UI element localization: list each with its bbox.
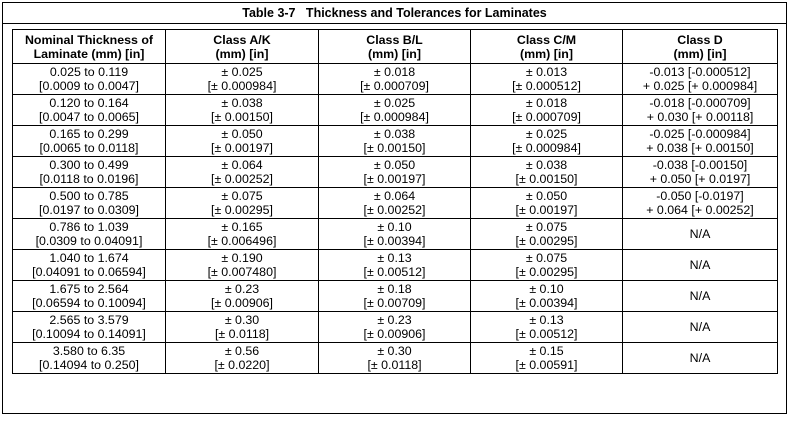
- cell-line: (mm) [in]: [215, 46, 269, 61]
- cell-line: [± 0.000512]: [512, 79, 581, 93]
- table-cell: [13, 343, 166, 374]
- table-cell: [13, 95, 166, 126]
- cell-line: [± 0.0220]: [214, 358, 270, 372]
- cell-line: -0.038 [-0.00150]: [652, 158, 748, 172]
- cell-line: [± 0.006496]: [207, 234, 277, 248]
- cell-line: -0.025 [-0.000984]: [649, 127, 751, 141]
- table-cell: [623, 188, 778, 219]
- cell-line: [± 0.000984]: [512, 141, 581, 155]
- cell-line: Class A/K: [213, 32, 271, 47]
- cell-line: ± 0.10: [529, 282, 564, 296]
- cell-line: ± 0.038: [373, 127, 416, 141]
- table-frame: [2, 2, 787, 414]
- column-header: [471, 30, 623, 64]
- table-cell: [471, 188, 623, 219]
- cell-line: ± 0.075: [525, 251, 568, 265]
- table-cell: [471, 250, 623, 281]
- cell-line: [± 0.000709]: [360, 79, 429, 93]
- cell-line: [± 0.00197]: [363, 172, 426, 186]
- cell-line: [± 0.00709]: [363, 296, 426, 310]
- table-cell: [471, 157, 623, 188]
- cell-line: ± 0.064: [221, 158, 263, 172]
- cell-line: Class D: [677, 32, 723, 47]
- cell-line: ± 0.075: [221, 189, 263, 203]
- cell-line: 0.025 to 0.119: [49, 65, 129, 79]
- cell-line: [± 0.00197]: [211, 141, 273, 155]
- cell-line: ± 0.025: [525, 127, 568, 141]
- column-header: [319, 30, 471, 64]
- cell-line: ± 0.075: [525, 220, 568, 234]
- cell-line: 1.040 to 1.674: [49, 251, 129, 265]
- cell-line: Laminate (mm) [in]: [33, 46, 145, 61]
- cell-line: 3.580 to 6.35: [52, 344, 126, 358]
- cell-line: [± 0.00150]: [363, 141, 426, 155]
- table-cell: [166, 250, 319, 281]
- cell-line: ± 0.064: [373, 189, 416, 203]
- column-header: [623, 30, 778, 64]
- cell-line: [± 0.00295]: [515, 234, 578, 248]
- column-header: [13, 30, 166, 64]
- cell-line: 0.300 to 0.499: [49, 158, 129, 172]
- table-cell: [623, 64, 778, 95]
- cell-line: [± 0.00512]: [515, 327, 578, 341]
- cell-line: ± 0.025: [373, 96, 416, 110]
- cell-line: -0.050 [-0.0197]: [656, 189, 744, 203]
- table-cell: [13, 281, 166, 312]
- cell-line: [± 0.00197]: [515, 203, 578, 217]
- cell-line: [0.0047 to 0.0065]: [39, 110, 139, 124]
- table-cell: [319, 95, 471, 126]
- cell-line: [± 0.00150]: [515, 172, 578, 186]
- table-cell: [623, 126, 778, 157]
- table-cell: [623, 95, 778, 126]
- cell-line: [0.14094 to 0.250]: [39, 358, 139, 372]
- table-cell: [166, 281, 319, 312]
- cell-line: ± 0.190: [221, 251, 263, 265]
- column-header: [166, 30, 319, 64]
- cell-line: -0.018 [-0.000709]: [649, 96, 751, 110]
- cell-line: [± 0.0118]: [367, 358, 422, 372]
- table-cell: [319, 312, 471, 343]
- cell-line: + 0.025 [+ 0.000984]: [642, 79, 758, 93]
- table-cell: [166, 219, 319, 250]
- cell-line: [0.0065 to 0.0118]: [39, 141, 139, 155]
- table-row: [13, 312, 778, 343]
- cell-line: [0.0197 to 0.0309]: [39, 203, 139, 217]
- cell-line: ± 0.23: [224, 282, 260, 296]
- cell-line: [0.06594 to 0.10094]: [32, 296, 146, 310]
- table-body: [13, 64, 778, 374]
- table-cell: [13, 312, 166, 343]
- table-cell: [623, 157, 778, 188]
- cell-line: N/A: [689, 258, 711, 272]
- table-cell: [319, 343, 471, 374]
- table-row: [13, 219, 778, 250]
- cell-line: [± 0.00295]: [515, 265, 578, 279]
- table-title: Table 3-7 Thickness and Tolerances for Laminates: [3, 3, 786, 24]
- cell-line: [± 0.00512]: [363, 265, 426, 279]
- cell-line: + 0.030 [+ 0.00118]: [646, 110, 754, 124]
- cell-line: ± 0.050: [221, 127, 263, 141]
- cell-line: (mm) [in]: [368, 46, 421, 61]
- cell-line: ± 0.038: [525, 158, 568, 172]
- cell-line: ± 0.013: [525, 65, 568, 79]
- cell-line: [± 0.00906]: [363, 327, 426, 341]
- cell-line: (mm) [in]: [673, 46, 727, 61]
- cell-line: [± 0.00295]: [211, 203, 273, 217]
- cell-line: ± 0.025: [221, 65, 263, 79]
- table-cell: [166, 188, 319, 219]
- table-row: [13, 188, 778, 219]
- cell-line: N/A: [689, 289, 711, 303]
- cell-line: ± 0.018: [525, 96, 568, 110]
- cell-line: + 0.064 [+ 0.00252]: [646, 203, 754, 217]
- table-row: [13, 64, 778, 95]
- table-cell: [319, 219, 471, 250]
- table-cell: [166, 157, 319, 188]
- table-cell: [319, 157, 471, 188]
- cell-line: N/A: [689, 351, 711, 365]
- cell-line: -0.013 [-0.000512]: [649, 65, 751, 79]
- table-cell: [623, 343, 778, 374]
- cell-line: [± 0.007480]: [207, 265, 277, 279]
- cell-line: [± 0.000984]: [360, 110, 429, 124]
- cell-line: 2.565 to 3.579: [49, 313, 129, 327]
- cell-line: [± 0.000709]: [512, 110, 581, 124]
- cell-line: N/A: [689, 320, 711, 334]
- cell-line: [± 0.00394]: [515, 296, 578, 310]
- table-cell: [13, 64, 166, 95]
- table-cell: [13, 126, 166, 157]
- cell-line: ± 0.038: [221, 96, 263, 110]
- table-cell: [166, 343, 319, 374]
- table-cell: [319, 281, 471, 312]
- cell-line: ± 0.23: [377, 313, 412, 327]
- table-row: [13, 281, 778, 312]
- cell-line: + 0.038 [+ 0.00150]: [646, 141, 754, 155]
- cell-line: [± 0.00252]: [211, 172, 273, 186]
- cell-line: ± 0.56: [224, 344, 260, 358]
- table-cell: [471, 64, 623, 95]
- cell-line: ± 0.13: [529, 313, 564, 327]
- cell-line: [0.0009 to 0.0047]: [39, 79, 139, 93]
- table-cell: [166, 95, 319, 126]
- cell-line: Nominal Thickness of: [24, 32, 154, 47]
- cell-line: 0.786 to 1.039: [49, 220, 129, 234]
- table-cell: [471, 343, 623, 374]
- table-cell: [471, 281, 623, 312]
- cell-line: ± 0.050: [373, 158, 416, 172]
- cell-line: ± 0.18: [377, 282, 412, 296]
- table-cell: [623, 312, 778, 343]
- tolerance-table: [12, 29, 778, 374]
- cell-line: Class C/M: [516, 32, 577, 47]
- table-cell: [471, 95, 623, 126]
- cell-line: ± 0.13: [377, 251, 412, 265]
- cell-line: ± 0.30: [224, 313, 260, 327]
- cell-line: Class B/L: [366, 32, 423, 47]
- cell-line: [± 0.000984]: [207, 79, 277, 93]
- table-cell: [471, 219, 623, 250]
- cell-line: [± 0.00252]: [363, 203, 426, 217]
- cell-line: [± 0.00394]: [363, 234, 426, 248]
- cell-line: [0.04091 to 0.06594]: [32, 265, 146, 279]
- table-row: [13, 95, 778, 126]
- cell-line: ± 0.15: [529, 344, 564, 358]
- table-cell: [623, 281, 778, 312]
- cell-line: (mm) [in]: [520, 46, 573, 61]
- table-cell: [623, 219, 778, 250]
- table-cell: [319, 126, 471, 157]
- cell-line: 0.120 to 0.164: [49, 96, 129, 110]
- cell-line: ± 0.165: [221, 220, 263, 234]
- table-cell: [471, 312, 623, 343]
- table-cell: [166, 126, 319, 157]
- table-cell: [319, 188, 471, 219]
- table-row: [13, 343, 778, 374]
- table-cell: [13, 250, 166, 281]
- table-cell: [13, 219, 166, 250]
- table-cell: [13, 188, 166, 219]
- table-cell: [471, 126, 623, 157]
- cell-line: 1.675 to 2.564: [49, 282, 129, 296]
- cell-line: 0.165 to 0.299: [49, 127, 129, 141]
- table-cell: [13, 157, 166, 188]
- cell-line: + 0.050 [+ 0.0197]: [649, 172, 751, 186]
- cell-line: N/A: [689, 227, 711, 241]
- table-cell: [166, 64, 319, 95]
- table-cell: [319, 64, 471, 95]
- cell-line: [0.0118 to 0.0196]: [39, 172, 139, 186]
- cell-line: ± 0.050: [525, 189, 568, 203]
- table-cell: [623, 250, 778, 281]
- cell-line: ± 0.10: [377, 220, 412, 234]
- table-cell: [319, 250, 471, 281]
- cell-line: [± 0.0118]: [214, 327, 270, 341]
- cell-line: [± 0.00150]: [211, 110, 273, 124]
- table-cell: [166, 312, 319, 343]
- header-row: [13, 30, 778, 64]
- table-row: [13, 126, 778, 157]
- cell-line: [± 0.00906]: [211, 296, 273, 310]
- table-row: [13, 250, 778, 281]
- table-row: [13, 157, 778, 188]
- cell-line: ± 0.018: [373, 65, 416, 79]
- cell-line: ± 0.30: [377, 344, 412, 358]
- cell-line: [0.0309 to 0.04091]: [35, 234, 143, 248]
- cell-line: [0.10094 to 0.14091]: [32, 327, 146, 341]
- cell-line: [± 0.00591]: [515, 358, 578, 372]
- cell-line: 0.500 to 0.785: [49, 189, 129, 203]
